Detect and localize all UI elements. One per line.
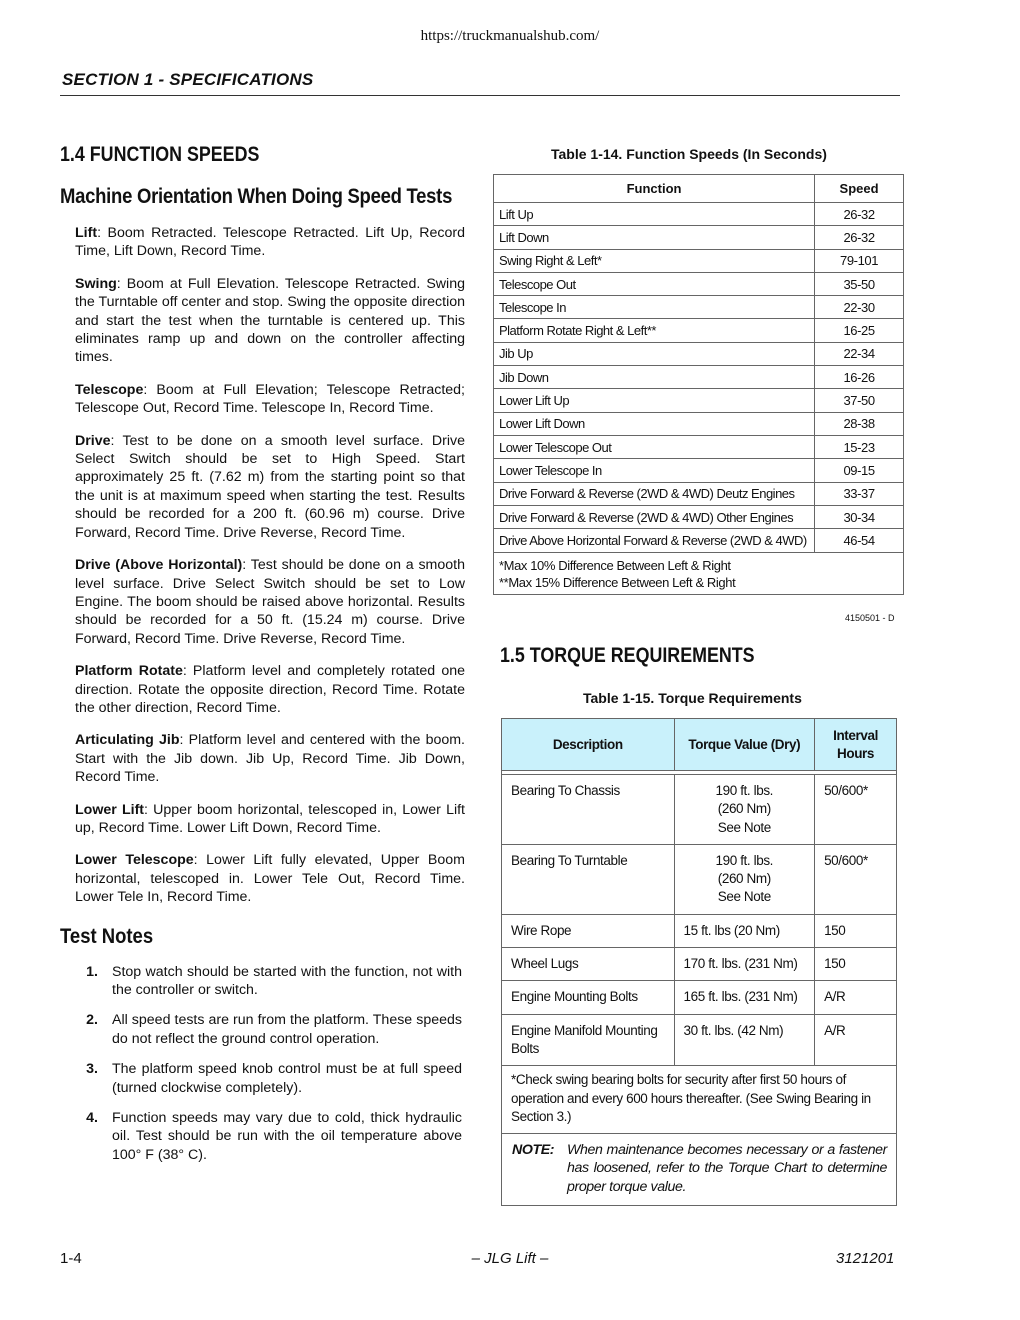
interval-cell: 150 (815, 914, 897, 947)
orientation-term: Swing (75, 275, 117, 292)
speed-cell: 22-30 (815, 296, 904, 319)
orientation-term: Lift (75, 225, 98, 241)
note-label: NOTE: (512, 1141, 555, 1158)
description-cell: Engine Manifold Mounting Bolts (502, 1014, 675, 1066)
torque-line: 190 ft. lbs. (715, 852, 774, 868)
function-cell: Drive Forward & Reverse (2WD & 4WD) Deutz Engines (494, 482, 815, 505)
torque-cell (674, 914, 815, 947)
table-15-caption: Table 1-15. Torque Requirements (583, 690, 802, 706)
test-note-item (60, 1109, 465, 1164)
orientation-paragraph (75, 275, 465, 367)
table-row (494, 226, 904, 249)
table-14-footnotes (494, 553, 904, 595)
speed-cell: 26-32 (815, 226, 904, 249)
test-note-text: Function speeds may vary due to cold, thick hydraulic oil. Test should be run with the oil temperature above 100° F (38° C). (112, 1110, 462, 1163)
function-cell: Lower Telescope Out (494, 435, 815, 458)
table-15-note (502, 1133, 897, 1206)
heading-machine-orientation: Machine Orientation When Doing Speed Tests (60, 185, 453, 208)
table-row (494, 342, 904, 365)
column-header-torque: Torque Value (Dry) (674, 719, 815, 771)
interval-cell: A/R (815, 1014, 897, 1066)
torque-requirements-table (501, 718, 897, 1206)
torque-line: 15 ft. lbs (20 Nm) (683, 922, 780, 938)
orientation-text: : Test to be done on a smooth level surface. Drive Select Switch should be set to High Speed. Start approximately 25 ft. (7.62 m) from the starting point so that the unit is at maximum speed when starting the test. Results should be recorded for a 200 ft. (60.96 m) course. Drive Forward, Record Time. Drive Reverse, Record Time. (75, 432, 465, 541)
torque-cell (674, 981, 815, 1014)
table-row (494, 482, 904, 505)
torque-line: See Note (717, 889, 771, 905)
table-row (494, 505, 904, 528)
column-header-description: Description (502, 719, 675, 771)
orientation-term: Platform Rotate (75, 663, 183, 680)
orientation-term: Drive (Above Horizontal) (75, 557, 243, 574)
torque-line: See Note (717, 819, 771, 835)
test-note-item (60, 963, 465, 1000)
speed-cell: 22-34 (815, 342, 904, 365)
test-note-number: 4. (86, 1110, 98, 1127)
interval-cell: A/R (815, 981, 897, 1014)
speed-cell: 30-34 (815, 505, 904, 528)
heading-torque-requirements: 1.5 TORQUE REQUIREMENTS (500, 644, 755, 667)
speed-cell: 16-25 (815, 319, 904, 342)
interval-cell: 50/600* (815, 844, 897, 914)
torque-line: (260 Nm) (717, 801, 771, 817)
orientation-paragraph (75, 224, 465, 261)
table-row (502, 914, 897, 947)
test-note-text: All speed tests are run from the platform. These speeds do not reflect the ground control operation. (112, 1012, 462, 1047)
table-row (502, 775, 897, 845)
column-header-speed: Speed (815, 175, 904, 203)
torque-cell (674, 1014, 815, 1066)
table-row (494, 389, 904, 412)
torque-cell (674, 844, 815, 914)
test-note-text: Stop watch should be started with the function, not with the controller or switch. (112, 963, 462, 998)
orientation-paragraphs (60, 224, 465, 907)
footer-page-number: 1-4 (60, 1250, 82, 1267)
column-header-interval: Interval Hours (815, 719, 897, 771)
table-row (494, 529, 904, 553)
torque-line: 190 ft. lbs. (715, 783, 774, 798)
table-row (502, 948, 897, 981)
orientation-term: Lower Telescope (75, 852, 194, 869)
function-speeds-table (493, 174, 904, 595)
orientation-text: : Lower Lift fully elevated, Upper Boom horizontal, telescoped in. Lower Tele Out, Record Time. Lower Tele In, Record Time. (75, 852, 465, 906)
table-14-caption: Table 1-14. Function Speeds (In Seconds) (551, 146, 827, 162)
function-cell: Platform Rotate Right & Left** (494, 319, 815, 342)
function-cell: Lower Lift Down (494, 412, 815, 435)
orientation-paragraph (75, 731, 465, 786)
test-note-number: 3. (86, 1061, 98, 1078)
function-cell: Lower Lift Up (494, 389, 815, 412)
speed-cell: 35-50 (815, 272, 904, 295)
speed-cell: 26-32 (815, 203, 904, 226)
table-row (494, 435, 904, 458)
function-cell: Jib Down (494, 366, 815, 389)
speed-cell: 79-101 (815, 249, 904, 272)
torque-line: 170 ft. lbs. (231 Nm) (683, 956, 798, 972)
interval-cell: 50/600* (815, 775, 897, 845)
speed-cell: 16-26 (815, 366, 904, 389)
orientation-text: : Platform level and completely rotated one direction. Rotate the opposite direction, Record Time. Rotate the other direction, Record Time. (75, 663, 465, 716)
header-rule (60, 95, 900, 96)
orientation-paragraph (75, 851, 465, 906)
torque-line: (260 Nm) (717, 871, 771, 887)
speed-cell: 15-23 (815, 435, 904, 458)
orientation-term: Drive (75, 432, 111, 449)
description-cell: Engine Mounting Bolts (502, 981, 675, 1014)
speed-cell: 37-50 (815, 389, 904, 412)
table-row (494, 296, 904, 319)
table-row (494, 249, 904, 272)
table-row (494, 412, 904, 435)
function-cell: Telescope Out (494, 272, 815, 295)
description-cell: Wire Rope (502, 914, 675, 947)
orientation-term: Articulating Jib (75, 732, 180, 749)
footnote-platform-rotate: **Max 15% Difference Between Left & Right (499, 574, 736, 590)
torque-cell (674, 775, 815, 845)
heading-function-speeds: 1.4 FUNCTION SPEEDS (60, 143, 260, 166)
test-note-text: The platform speed knob control must be at full speed (turned clockwise completely). (112, 1061, 462, 1096)
orientation-term: Lower Lift (75, 801, 145, 818)
orientation-text: : Platform level and centered with the boom. Start with the Jib down. Jib Up, Record Time. Jib Down, Record Time. (75, 732, 465, 786)
test-note-number: 2. (86, 1012, 98, 1029)
section-header: SECTION 1 - SPECIFICATIONS (62, 70, 314, 89)
column-header-function: Function (494, 175, 815, 203)
orientation-text: : Test should be done on a smooth level surface. Drive Select Switch should be set to Low Engine. The boom should be raised above horizontal. Results should be recorded for a 50 ft. (15.24 m) course. Drive Forward, Record Time. Drive Reverse, Record Time. (75, 557, 465, 647)
torque-line: 30 ft. lbs. (42 Nm) (683, 1022, 784, 1038)
speed-cell: 46-54 (815, 529, 904, 553)
function-cell: Drive Forward & Reverse (2WD & 4WD) Other Engines (494, 505, 815, 528)
orientation-term: Telescope (75, 381, 144, 398)
function-cell: Jib Up (494, 342, 815, 365)
test-notes-list (60, 963, 465, 1165)
interval-cell: 150 (815, 948, 897, 981)
left-column (60, 143, 465, 1164)
description-cell: Wheel Lugs (502, 948, 675, 981)
orientation-paragraph (75, 381, 465, 418)
orientation-paragraph (75, 432, 465, 542)
orientation-text: : Boom Retracted. Telescope Retracted. Lift Up, Record Time, Lift Down, Record Time. (75, 225, 465, 260)
test-note-item (60, 1011, 465, 1048)
table-row (502, 981, 897, 1014)
table-row (494, 319, 904, 342)
function-cell: Drive Above Horizontal Forward & Reverse (2WD & 4WD) (494, 529, 815, 553)
speed-cell: 09-15 (815, 459, 904, 482)
description-cell: Bearing To Chassis (502, 775, 675, 845)
table-14-reference: 4150501 - D (845, 613, 895, 623)
note-text: When maintenance becomes necessary or a fastener has loosened, refer to the Torque Chart to determine proper torque value. (567, 1141, 887, 1195)
orientation-paragraph (75, 801, 465, 838)
torque-line: 165 ft. lbs. (231 Nm) (683, 989, 798, 1005)
table-15-footnote: *Check swing bearing bolts for security after first 50 hours of operation and every 600 hours thereafter. (See Swing Bearing in Section 3.) (502, 1066, 897, 1134)
footer-doc-number: 3121201 (836, 1250, 895, 1267)
function-cell: Swing Right & Left* (494, 249, 815, 272)
orientation-text: : Boom at Full Elevation; Telescope Retracted; Telescope Out, Record Time. Telescope In, Record Time. (75, 381, 465, 417)
table-row (502, 844, 897, 914)
function-cell: Lift Up (494, 203, 815, 226)
heading-test-notes: Test Notes (60, 924, 154, 948)
source-url: https://truckmanualshub.com/ (420, 28, 600, 44)
orientation-paragraph (75, 556, 465, 648)
table-row (494, 272, 904, 295)
description-cell: Bearing To Turntable (502, 844, 675, 914)
orientation-text: : Upper boom horizontal, telescoped in, Lower Lift up, Record Time. Lower Lift Down, Record Time. (75, 801, 465, 836)
table-row (494, 459, 904, 482)
table-row (502, 1014, 897, 1066)
orientation-text: : Boom at Full Elevation. Telescope Retracted. Swing the Turntable off center and stop. Swing the opposite direction and start the test when the turntable is centered up. This eliminates ramp up and down on the controller affecting times. (75, 275, 465, 366)
table-row (494, 366, 904, 389)
footer-brand: – JLG Lift – (471, 1250, 549, 1267)
speed-cell: 33-37 (815, 482, 904, 505)
function-cell: Lift Down (494, 226, 815, 249)
footnote-swing: *Max 10% Difference Between Left & Right (499, 557, 731, 573)
test-note-number: 1. (86, 963, 98, 980)
function-cell: Lower Telescope In (494, 459, 815, 482)
orientation-paragraph (75, 662, 465, 717)
table-row (494, 203, 904, 226)
speed-cell: 28-38 (815, 412, 904, 435)
torque-cell (674, 948, 815, 981)
test-note-item (60, 1060, 465, 1097)
function-cell: Telescope In (494, 296, 815, 319)
